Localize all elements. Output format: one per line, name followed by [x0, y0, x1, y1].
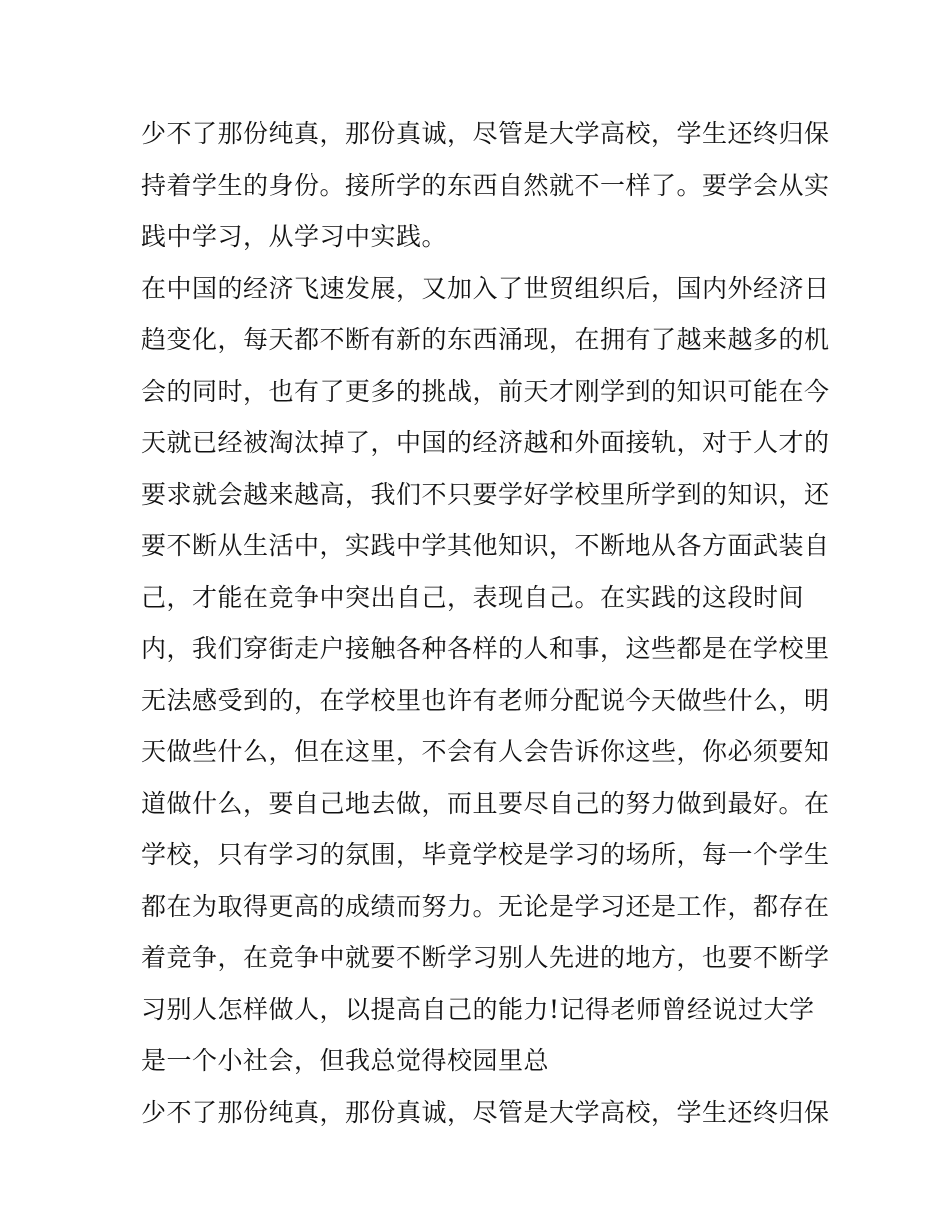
text-line: 持着学生的身份。接所学的东西自然就不一样了。要学会从实 — [141, 170, 830, 200]
text-line: 无法感受到的，在学校里也许有老师分配说今天做些什么，明 — [141, 685, 830, 715]
text-line: 都在为取得更高的成绩而努力。无论是学习还是工作，都存在 — [141, 891, 830, 921]
text-line: 趋变化，每天都不断有新的东西涌现，在拥有了越来越多的机 — [141, 325, 830, 354]
document-body — [141, 108, 830, 1138]
text-line: 着竞争，在竞争中就要不断学习别人先进的地方，也要不断学 — [141, 943, 830, 972]
text-line: 少不了那份纯真，那份真诚，尽管是大学高校，学生还终归保 — [141, 1097, 830, 1127]
text-line: 是一个小社会，但我总觉得校园里总 — [141, 1046, 550, 1075]
text-line: 在中国的经济飞速发展，又加入了世贸组织后，国内外经济日 — [141, 273, 830, 303]
text-line: 己，才能在竞争中突出自己，表现自己。在实践的这段时间 — [141, 582, 805, 612]
text-line: 要求就会越来越高，我们不只要学好学校里所学到的知识，还 — [141, 479, 830, 509]
text-line: 道做什么，要自己地去做，而且要尽自己的努力做到最好。在 — [141, 788, 830, 818]
text-line: 会的同时，也有了更多的挑战，前天才刚学到的知识可能在今 — [141, 376, 830, 406]
text-line: 习别人怎样做人，以提高自己的能力!记得老师曾经说过大学 — [141, 994, 815, 1024]
text-line: 天就已经被淘汰掉了，中国的经济越和外面接轨，对于人才的 — [141, 428, 830, 457]
text-line: 践中学习，从学习中实践。 — [141, 222, 448, 251]
text-line: 内，我们穿街走户接触各种各样的人和事，这些都是在学校里 — [141, 634, 830, 663]
text-line: 天做些什么，但在这里，不会有人会告诉你这些，你必须要知 — [141, 737, 830, 766]
text-line: 少不了那份纯真，那份真诚，尽管是大学高校，学生还终归保 — [141, 119, 830, 148]
text-line: 学校，只有学习的氛围，毕竟学校是学习的场所，每一个学生 — [141, 840, 830, 869]
text-line: 要不断从生活中，实践中学其他知识，不断地从各方面武装自 — [141, 531, 830, 560]
